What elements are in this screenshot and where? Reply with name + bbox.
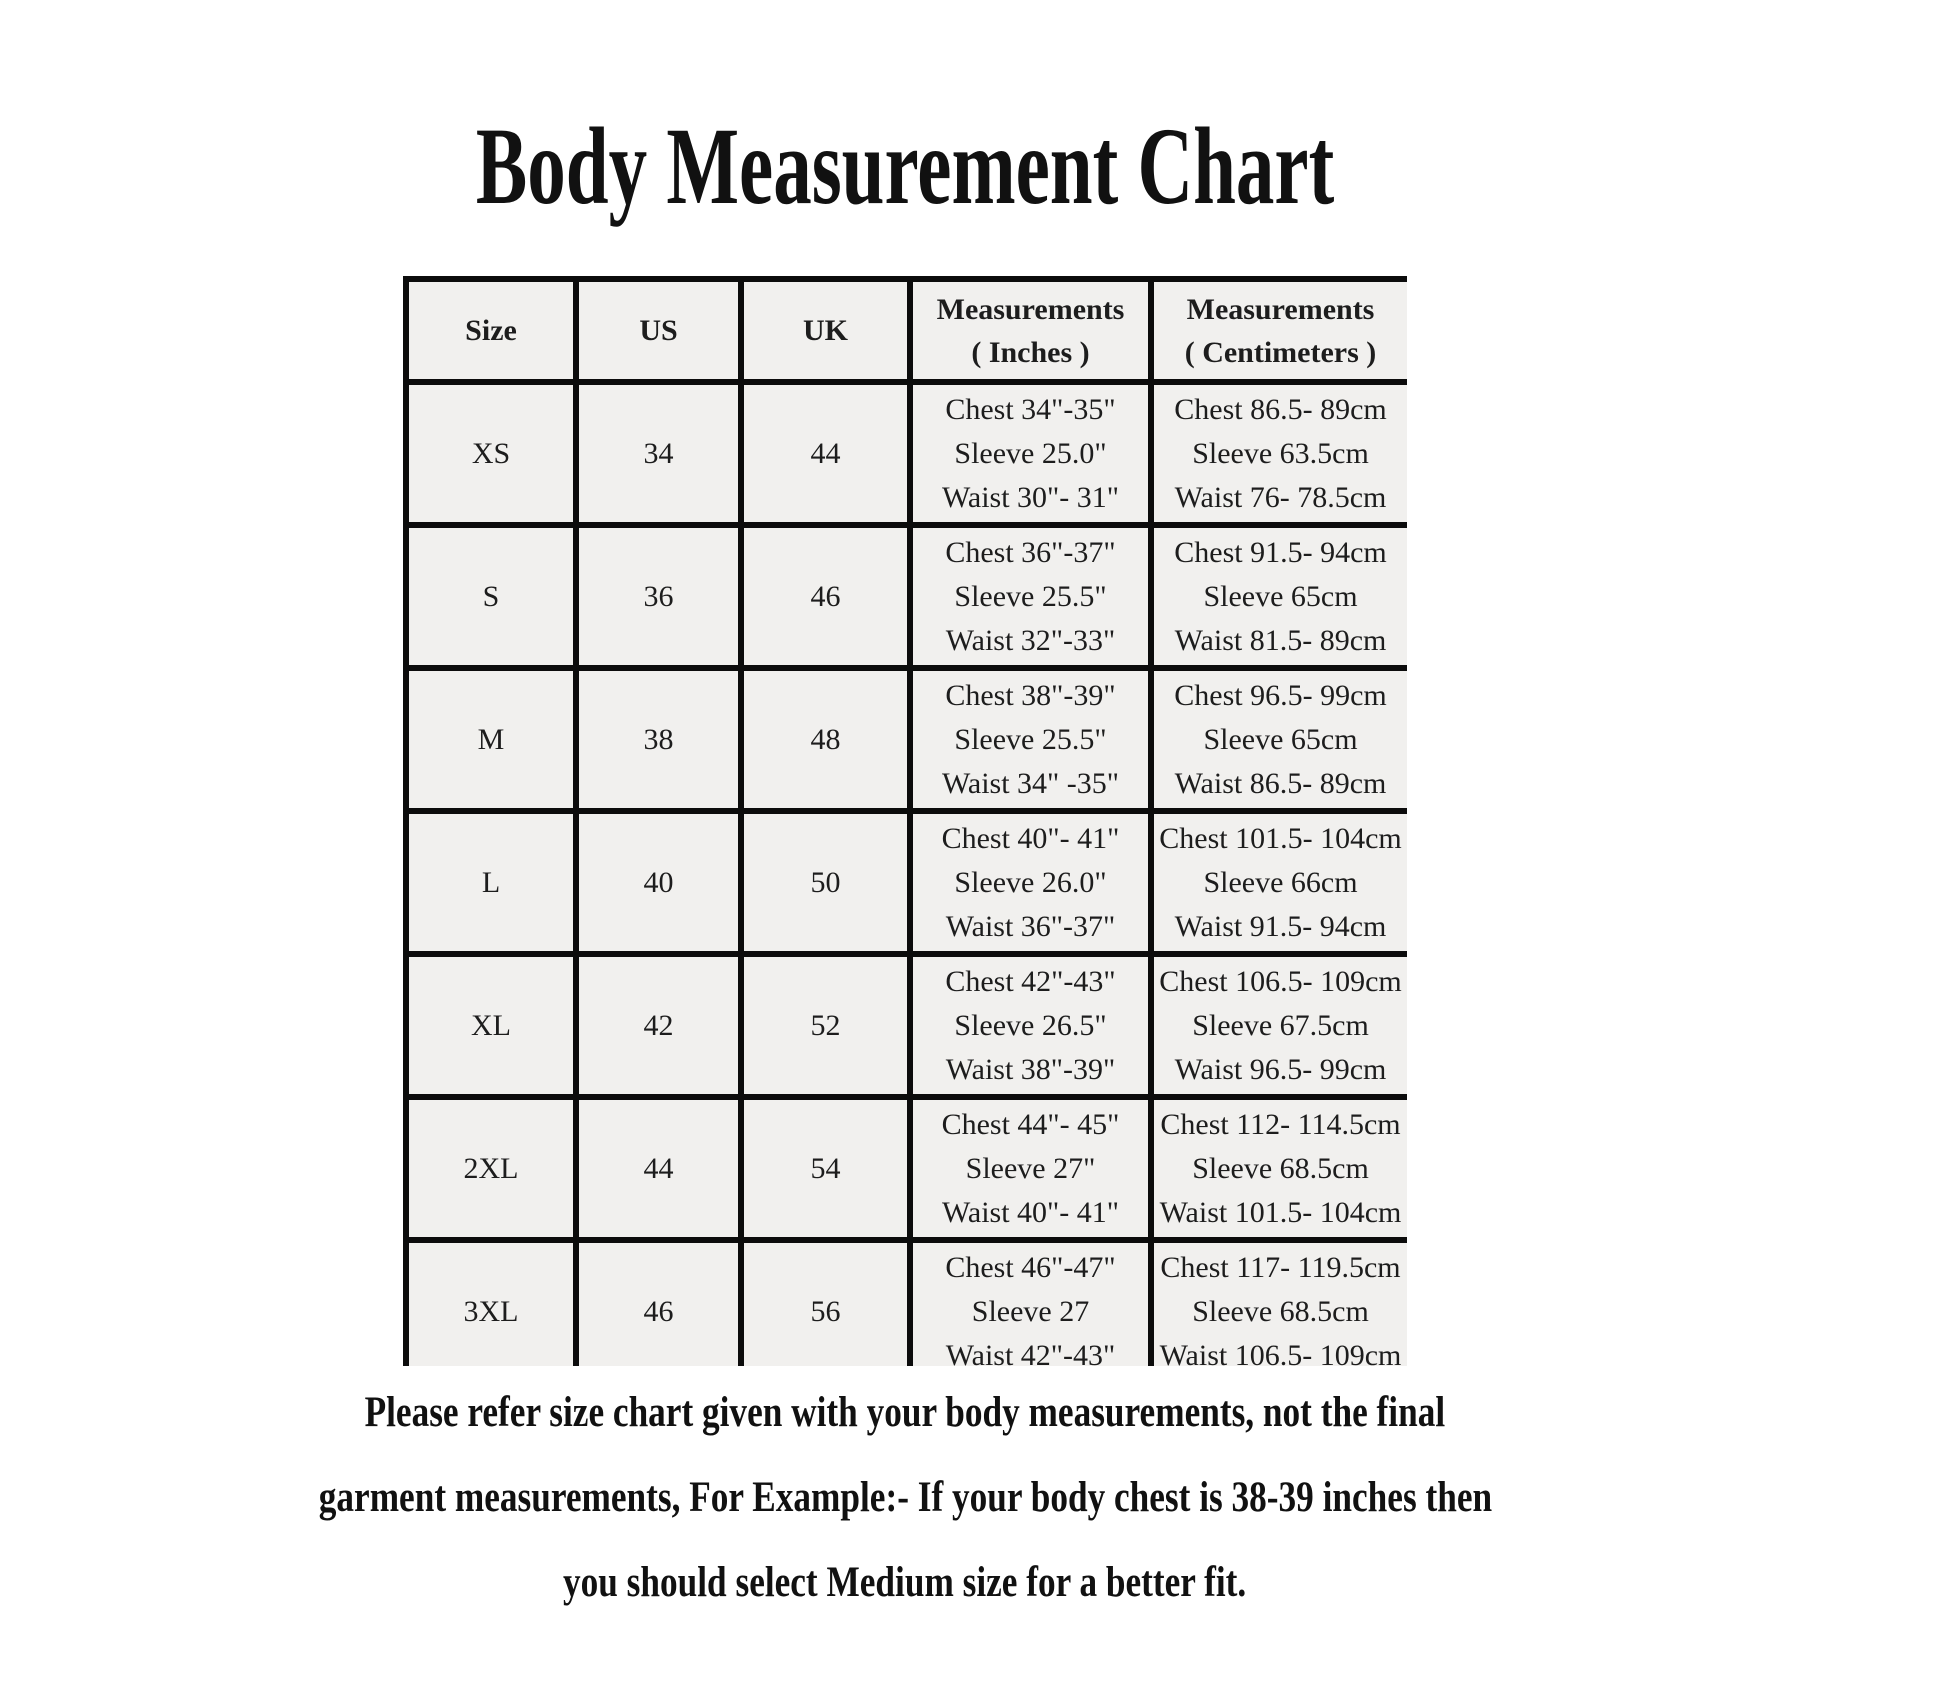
page-title-text: Body Measurement Chart [475, 105, 1335, 227]
sleeve-inches: Sleeve 27 [971, 1294, 1090, 1328]
waist-cm: Waist 101.5- 104cm [1159, 1195, 1402, 1229]
chest-cm: Chest 112- 114.5cm [1160, 1107, 1401, 1141]
chest-cm: Chest 91.5- 94cm [1174, 535, 1387, 569]
sleeve-cm: Sleeve 68.5cm [1192, 1294, 1369, 1328]
us-cell: 44 [576, 1097, 741, 1240]
inches-cell [910, 525, 1151, 668]
size-cell: XS [406, 382, 576, 525]
waist-cm: Waist 96.5- 99cm [1174, 1052, 1387, 1086]
page-title [0, 100, 1810, 232]
centimeters-cell [1151, 1097, 1407, 1240]
column-header-size: Size [406, 279, 576, 382]
size-note-line2: garment measurements, For Example:- If your body chest is 38-39 inches then [318, 1474, 1492, 1521]
column-header-centimeters [1151, 279, 1407, 382]
sleeve-inches: Sleeve 25.5" [954, 722, 1107, 756]
sleeve-inches: Sleeve 26.5" [954, 1008, 1107, 1042]
centimeters-cell [1151, 954, 1407, 1097]
chest-inches: Chest 38"-39" [945, 678, 1116, 712]
column-header-inches-line2: ( Inches ) [971, 335, 1090, 369]
inches-cell [910, 1097, 1151, 1240]
size-cell: XL [406, 954, 576, 1097]
chest-cm: Chest 106.5- 109cm [1159, 964, 1402, 998]
table-row-m [406, 668, 1407, 811]
column-header-us: US [576, 279, 741, 382]
centimeters-cell [1151, 668, 1407, 811]
sleeve-cm: Sleeve 68.5cm [1192, 1151, 1369, 1185]
waist-inches: Waist 30"- 31" [941, 480, 1120, 514]
size-chart-table-container [403, 276, 1407, 1366]
inches-cell [910, 382, 1151, 525]
inches-cell [910, 954, 1151, 1097]
sleeve-inches: Sleeve 25.0" [954, 436, 1107, 470]
size-cell: L [406, 811, 576, 954]
us-cell: 34 [576, 382, 741, 525]
uk-cell: 50 [741, 811, 910, 954]
waist-inches: Waist 36"-37" [945, 909, 1116, 943]
us-cell: 38 [576, 668, 741, 811]
centimeters-cell [1151, 811, 1407, 954]
table-row-2xl [406, 1097, 1407, 1240]
inches-cell [910, 668, 1151, 811]
chest-inches: Chest 46"-47" [945, 1250, 1116, 1284]
chest-cm: Chest 117- 119.5cm [1160, 1250, 1401, 1284]
waist-inches: Waist 42"-43" [945, 1338, 1116, 1366]
uk-cell: 44 [741, 382, 910, 525]
size-cell: M [406, 668, 576, 811]
column-header-inches [910, 279, 1151, 382]
column-header-uk: UK [741, 279, 910, 382]
size-chart-table [403, 276, 1407, 1366]
waist-cm: Waist 76- 78.5cm [1174, 480, 1387, 514]
chest-cm: Chest 101.5- 104cm [1159, 821, 1402, 855]
waist-cm: Waist 86.5- 89cm [1174, 766, 1387, 800]
sleeve-cm: Sleeve 66cm [1203, 865, 1358, 899]
size-cell: 2XL [406, 1097, 576, 1240]
column-header-centimeters-line1: Measurements [1186, 292, 1375, 326]
chest-inches: Chest 40"- 41" [941, 821, 1120, 855]
size-note-line1: Please refer size chart given with your body measurements, not the final [364, 1389, 1446, 1436]
size-cell: 3XL [406, 1240, 576, 1366]
sleeve-cm: Sleeve 67.5cm [1192, 1008, 1369, 1042]
uk-cell: 52 [741, 954, 910, 1097]
inches-cell [910, 1240, 1151, 1366]
waist-cm: Waist 106.5- 109cm [1159, 1338, 1402, 1366]
centimeters-cell [1151, 382, 1407, 525]
table-row-xs [406, 382, 1407, 525]
us-cell: 40 [576, 811, 741, 954]
uk-cell: 54 [741, 1097, 910, 1240]
centimeters-cell [1151, 1240, 1407, 1366]
sleeve-inches: Sleeve 26.0" [954, 865, 1107, 899]
size-note [0, 1370, 1810, 1625]
us-cell: 46 [576, 1240, 741, 1366]
header-row [406, 279, 1407, 382]
sleeve-inches: Sleeve 25.5" [954, 579, 1107, 613]
size-note-line3: you should select Medium size for a better fit. [563, 1559, 1247, 1606]
table-row-l [406, 811, 1407, 954]
sleeve-inches: Sleeve 27" [965, 1151, 1096, 1185]
chest-cm: Chest 86.5- 89cm [1174, 392, 1387, 426]
chest-inches: Chest 42"-43" [945, 964, 1116, 998]
inches-cell [910, 811, 1151, 954]
table-row-3xl [406, 1240, 1407, 1366]
sleeve-cm: Sleeve 65cm [1203, 722, 1358, 756]
chest-inches: Chest 34"-35" [945, 392, 1116, 426]
waist-cm: Waist 91.5- 94cm [1174, 909, 1387, 943]
chest-inches: Chest 44"- 45" [941, 1107, 1120, 1141]
waist-inches: Waist 34" -35" [941, 766, 1120, 800]
us-cell: 36 [576, 525, 741, 668]
waist-inches: Waist 32"-33" [945, 623, 1116, 657]
uk-cell: 48 [741, 668, 910, 811]
column-header-centimeters-line2: ( Centimeters ) [1184, 335, 1377, 369]
column-header-inches-line1: Measurements [936, 292, 1125, 326]
sleeve-cm: Sleeve 65cm [1203, 579, 1358, 613]
uk-cell: 46 [741, 525, 910, 668]
waist-inches: Waist 40"- 41" [941, 1195, 1120, 1229]
centimeters-cell [1151, 525, 1407, 668]
chest-inches: Chest 36"-37" [945, 535, 1116, 569]
sleeve-cm: Sleeve 63.5cm [1192, 436, 1369, 470]
table-row-s [406, 525, 1407, 668]
table-row-xl [406, 954, 1407, 1097]
waist-inches: Waist 38"-39" [945, 1052, 1116, 1086]
size-cell: S [406, 525, 576, 668]
chest-cm: Chest 96.5- 99cm [1174, 678, 1387, 712]
waist-cm: Waist 81.5- 89cm [1174, 623, 1387, 657]
us-cell: 42 [576, 954, 741, 1097]
uk-cell: 56 [741, 1240, 910, 1366]
